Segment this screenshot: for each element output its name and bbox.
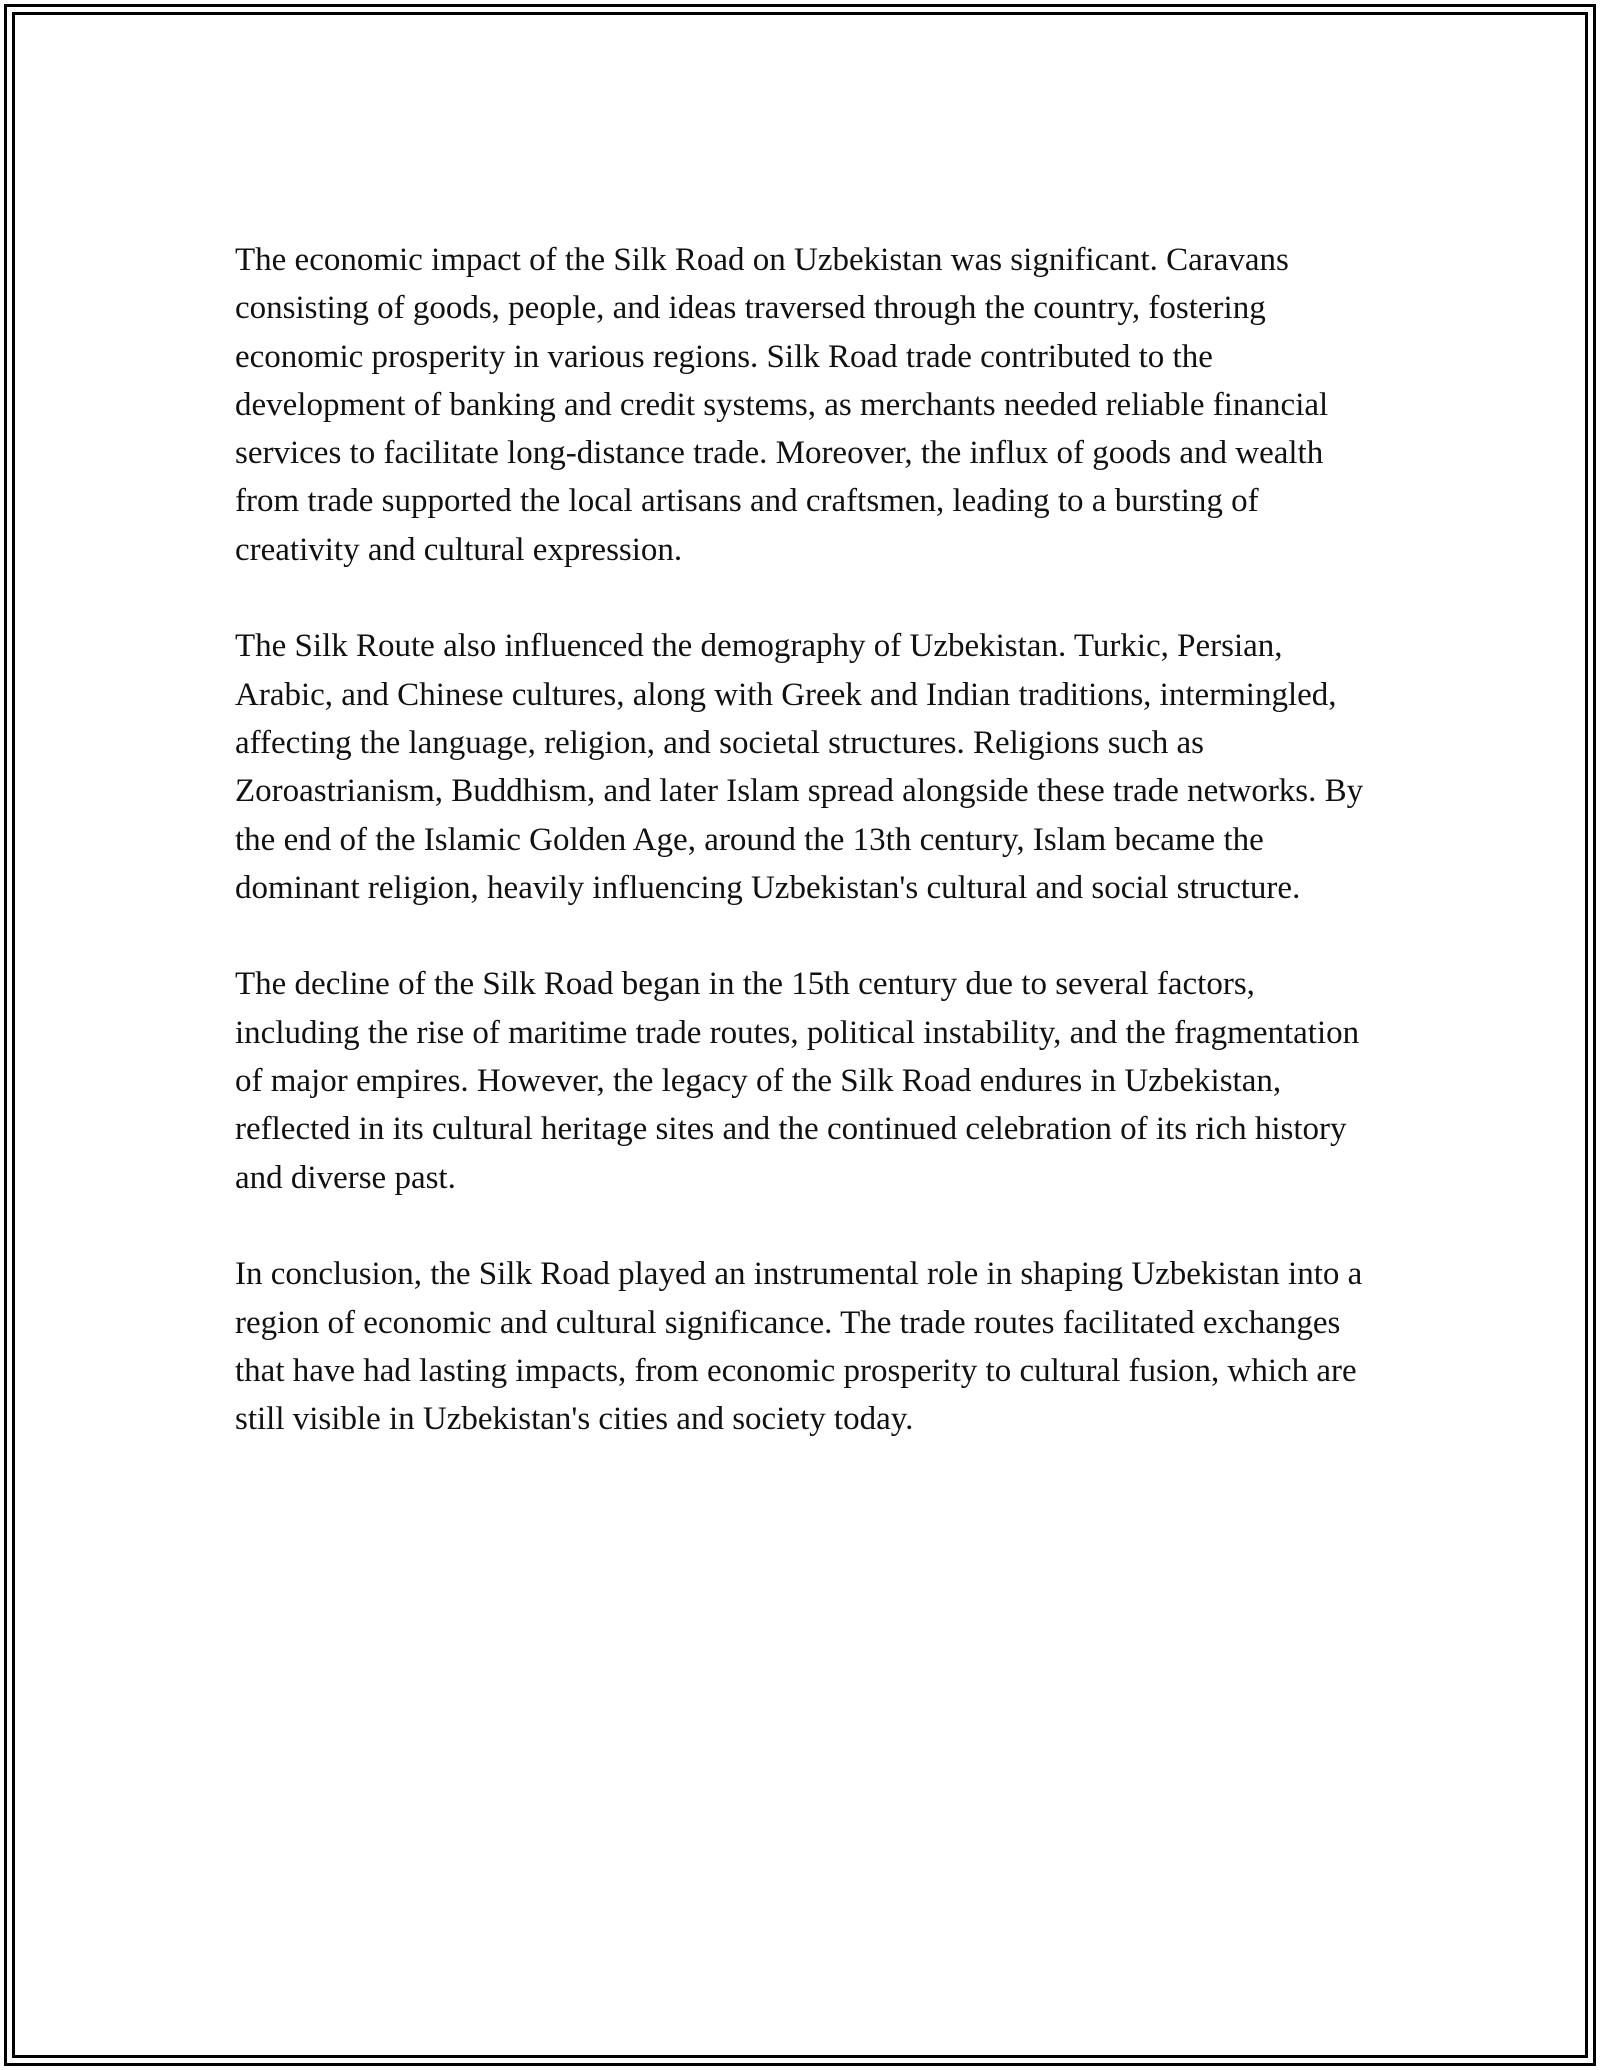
paragraph-decline: The decline of the Silk Road began in the 15th century due to several factors, including the rise of maritime trade routes, political instability, and the fragmentation of major empires. However, the legacy of the Silk Road endures in Uzbekistan, reflected in its cultural heritage sites and the continued celebration of its rich history and diverse past. bbox=[235, 966, 1360, 1196]
document-body bbox=[235, 236, 1375, 1443]
paragraph-economic-impact: The economic impact of the Silk Road on Uzbekistan was significant. Caravans consisting of goods, people, and ideas traversed through the country, fostering economic prosperity in various regions. Silk Road trade contributed to the development of banking and credit systems, as merchants needed reliable financial services to facilitate long-distance trade. Moreover, the influx of goods and wealth from trade supported the local artisans and craftsmen, leading to a bursting of creativity and cultural expression. bbox=[235, 242, 1329, 568]
paragraph-demography: The Silk Route also influenced the demography of Uzbekistan. Turkic, Persian, Arabic, and Chinese cultures, along with Greek and Indian traditions, intermingled, affecting the language, religion, and societal structures. Religions such as Zoroastrianism, Buddhism, and later Islam spread alongside these trade networks. By the end of the Islamic Golden Age, around the 13th century, Islam became the dominant religion, heavily influencing Uzbekistan's cultural and social structure. bbox=[235, 628, 1364, 906]
paragraph-conclusion: In conclusion, the Silk Road played an instrumental role in shaping Uzbekistan into a region of economic and cultural significance. The trade routes facilitated exchanges that have had lasting impacts, from economic prosperity to cultural fusion, which are still visible in Uzbekistan's cities and society today. bbox=[235, 1256, 1363, 1438]
